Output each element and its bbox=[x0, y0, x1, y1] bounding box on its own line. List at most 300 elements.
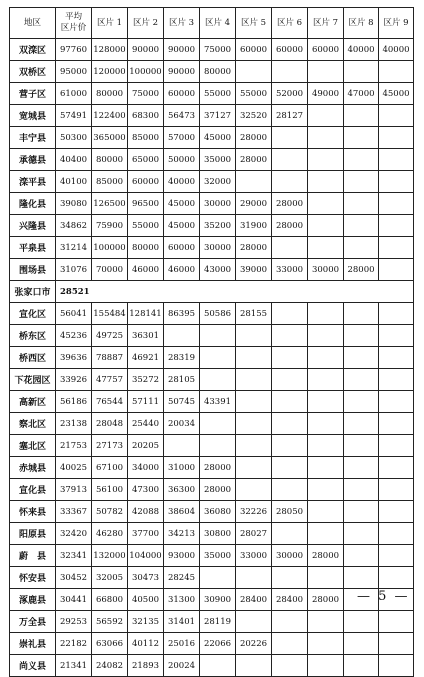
zone-price-cell bbox=[344, 501, 379, 523]
average-price-cell: 34862 bbox=[56, 215, 92, 237]
header-cell: 区片 6 bbox=[272, 8, 308, 39]
zone-price-cell: 28000 bbox=[308, 545, 344, 567]
table-row bbox=[10, 105, 414, 127]
zone-price-cell bbox=[308, 435, 344, 457]
zone-price-cell bbox=[344, 127, 379, 149]
zone-price-cell: 55000 bbox=[236, 83, 272, 105]
zone-price-cell bbox=[272, 413, 308, 435]
zone-price-cell bbox=[308, 215, 344, 237]
zone-price-cell bbox=[344, 171, 379, 193]
zone-price-cell: 85000 bbox=[128, 127, 164, 149]
zone-price-cell bbox=[379, 215, 414, 237]
average-price-cell: 30452 bbox=[56, 567, 92, 589]
table-row bbox=[10, 171, 414, 193]
district-name-cell: 双桥区 bbox=[10, 61, 56, 83]
zone-price-cell bbox=[308, 655, 344, 677]
table-row bbox=[10, 567, 414, 589]
zone-price-cell: 365000 bbox=[92, 127, 128, 149]
city-name-cell: 张家口市 bbox=[10, 281, 56, 303]
zone-price-cell: 76544 bbox=[92, 391, 128, 413]
zone-price-cell: 20024 bbox=[164, 655, 200, 677]
zone-price-cell: 28048 bbox=[92, 413, 128, 435]
zone-price-cell: 60000 bbox=[164, 237, 200, 259]
district-name-cell: 隆化县 bbox=[10, 193, 56, 215]
zone-price-cell: 90000 bbox=[128, 39, 164, 61]
district-name-cell: 宽城县 bbox=[10, 105, 56, 127]
average-price-cell: 39636 bbox=[56, 347, 92, 369]
zone-price-cell: 66800 bbox=[92, 589, 128, 611]
district-name-cell: 宣化县 bbox=[10, 479, 56, 501]
zone-price-cell: 31401 bbox=[164, 611, 200, 633]
zone-price-cell: 39000 bbox=[236, 259, 272, 281]
zone-price-cell: 33000 bbox=[236, 545, 272, 567]
header-cell: 区片 5 bbox=[236, 8, 272, 39]
table-row bbox=[10, 215, 414, 237]
zone-price-cell: 80000 bbox=[92, 149, 128, 171]
zone-price-cell: 120000 bbox=[92, 61, 128, 83]
table-row bbox=[10, 435, 414, 457]
zone-price-cell bbox=[379, 479, 414, 501]
zone-price-cell: 68300 bbox=[128, 105, 164, 127]
zone-price-cell bbox=[308, 457, 344, 479]
zone-price-cell bbox=[308, 325, 344, 347]
zone-price-cell: 56473 bbox=[164, 105, 200, 127]
zone-price-cell bbox=[344, 193, 379, 215]
average-price-cell: 50300 bbox=[56, 127, 92, 149]
header-cell: 区片 4 bbox=[200, 8, 236, 39]
table-city-row bbox=[10, 281, 414, 303]
zone-price-cell bbox=[344, 105, 379, 127]
zone-price-cell: 28000 bbox=[308, 589, 344, 611]
zone-price-cell: 47757 bbox=[92, 369, 128, 391]
page-number: — 5 — bbox=[357, 589, 410, 604]
zone-price-cell bbox=[236, 479, 272, 501]
zone-price-cell: 28000 bbox=[200, 479, 236, 501]
zone-price-cell: 60000 bbox=[272, 39, 308, 61]
table-row bbox=[10, 325, 414, 347]
average-price-cell: 37913 bbox=[56, 479, 92, 501]
zone-price-cell bbox=[272, 347, 308, 369]
district-name-cell: 宣化区 bbox=[10, 303, 56, 325]
zone-price-cell: 46280 bbox=[92, 523, 128, 545]
zone-price-cell bbox=[272, 325, 308, 347]
zone-price-cell: 45000 bbox=[164, 215, 200, 237]
header-cell bbox=[56, 8, 92, 39]
zone-price-cell bbox=[379, 413, 414, 435]
average-price-cell: 57491 bbox=[56, 105, 92, 127]
zone-price-cell: 30000 bbox=[200, 237, 236, 259]
zone-price-cell bbox=[272, 303, 308, 325]
zone-price-cell: 100000 bbox=[128, 61, 164, 83]
table-row bbox=[10, 303, 414, 325]
district-name-cell: 兴隆县 bbox=[10, 215, 56, 237]
table-row bbox=[10, 545, 414, 567]
district-name-cell: 涿鹿县 bbox=[10, 589, 56, 611]
zone-price-cell bbox=[236, 567, 272, 589]
zone-price-cell bbox=[308, 171, 344, 193]
average-price-cell: 56186 bbox=[56, 391, 92, 413]
average-price-cell: 40025 bbox=[56, 457, 92, 479]
zone-price-cell bbox=[236, 457, 272, 479]
zone-price-cell bbox=[379, 457, 414, 479]
zone-price-cell bbox=[164, 325, 200, 347]
zone-price-cell: 47300 bbox=[128, 479, 164, 501]
zone-price-cell bbox=[344, 303, 379, 325]
district-name-cell: 平泉县 bbox=[10, 237, 56, 259]
zone-price-cell: 60000 bbox=[164, 83, 200, 105]
zone-price-cell bbox=[344, 545, 379, 567]
average-price-cell: 97760 bbox=[56, 39, 92, 61]
zone-price-cell: 42088 bbox=[128, 501, 164, 523]
district-name-cell: 高新区 bbox=[10, 391, 56, 413]
zone-price-cell: 67100 bbox=[92, 457, 128, 479]
zone-price-cell: 155484 bbox=[92, 303, 128, 325]
district-name-cell: 怀来县 bbox=[10, 501, 56, 523]
zone-price-cell: 55000 bbox=[200, 83, 236, 105]
zone-price-cell bbox=[344, 633, 379, 655]
zone-price-cell bbox=[236, 655, 272, 677]
zone-price-cell bbox=[344, 369, 379, 391]
zone-price-cell: 31000 bbox=[164, 457, 200, 479]
zone-price-cell: 46000 bbox=[164, 259, 200, 281]
city-average-cell: 28521 bbox=[56, 281, 414, 303]
header-cell: 区片 1 bbox=[92, 8, 128, 39]
header-cell: 区片 3 bbox=[164, 8, 200, 39]
zone-price-cell bbox=[379, 171, 414, 193]
zone-price-cell bbox=[272, 567, 308, 589]
zone-price-cell: 28127 bbox=[272, 105, 308, 127]
zone-price-cell: 63066 bbox=[92, 633, 128, 655]
table-row bbox=[10, 391, 414, 413]
district-name-cell: 崇礼县 bbox=[10, 633, 56, 655]
district-name-cell: 怀安县 bbox=[10, 567, 56, 589]
zone-price-cell: 60000 bbox=[128, 171, 164, 193]
zone-price-cell bbox=[236, 391, 272, 413]
zone-price-cell bbox=[379, 391, 414, 413]
zone-price-cell bbox=[379, 61, 414, 83]
zone-price-cell: 32520 bbox=[236, 105, 272, 127]
zone-price-cell: 90000 bbox=[164, 39, 200, 61]
zone-price-cell: 28400 bbox=[272, 589, 308, 611]
zone-price-cell: 45000 bbox=[379, 83, 414, 105]
zone-price-cell bbox=[272, 655, 308, 677]
zone-price-cell bbox=[344, 435, 379, 457]
zone-price-cell: 34000 bbox=[128, 457, 164, 479]
zone-price-cell: 33000 bbox=[272, 259, 308, 281]
zone-price-cell bbox=[379, 237, 414, 259]
zone-price-cell: 28000 bbox=[272, 193, 308, 215]
zone-price-cell: 20226 bbox=[236, 633, 272, 655]
zone-price-cell: 128141 bbox=[128, 303, 164, 325]
zone-price-cell bbox=[272, 369, 308, 391]
district-name-cell: 桥西区 bbox=[10, 347, 56, 369]
zone-price-cell: 28000 bbox=[272, 215, 308, 237]
zone-price-cell bbox=[272, 523, 308, 545]
table-row bbox=[10, 369, 414, 391]
table-row bbox=[10, 193, 414, 215]
zone-price-cell: 85000 bbox=[92, 171, 128, 193]
header-cell: 区片 9 bbox=[379, 8, 414, 39]
zone-price-cell bbox=[308, 347, 344, 369]
zone-price-cell: 96500 bbox=[128, 193, 164, 215]
zone-price-cell bbox=[308, 523, 344, 545]
zone-price-cell bbox=[308, 479, 344, 501]
zone-price-cell: 49725 bbox=[92, 325, 128, 347]
zone-price-cell: 28000 bbox=[200, 457, 236, 479]
zone-price-cell: 46000 bbox=[128, 259, 164, 281]
zone-price-cell: 47000 bbox=[344, 83, 379, 105]
zone-price-cell bbox=[344, 237, 379, 259]
zone-price-cell: 45000 bbox=[164, 193, 200, 215]
zone-price-cell: 30473 bbox=[128, 567, 164, 589]
zone-price-cell: 28319 bbox=[164, 347, 200, 369]
average-price-cell: 40100 bbox=[56, 171, 92, 193]
zone-price-cell: 50745 bbox=[164, 391, 200, 413]
zone-price-cell: 24082 bbox=[92, 655, 128, 677]
zone-price-cell bbox=[272, 479, 308, 501]
zone-price-cell bbox=[236, 347, 272, 369]
table-row bbox=[10, 523, 414, 545]
zone-price-cell bbox=[308, 149, 344, 171]
zone-price-cell bbox=[379, 655, 414, 677]
average-price-cell: 32420 bbox=[56, 523, 92, 545]
zone-price-cell bbox=[272, 61, 308, 83]
zone-price-cell: 40500 bbox=[128, 589, 164, 611]
table-body bbox=[10, 39, 414, 677]
header-cell: 区片 2 bbox=[128, 8, 164, 39]
district-name-cell: 万全县 bbox=[10, 611, 56, 633]
zone-price-cell bbox=[272, 391, 308, 413]
table-row bbox=[10, 127, 414, 149]
zone-price-cell bbox=[379, 325, 414, 347]
zone-price-cell bbox=[344, 61, 379, 83]
zone-price-cell bbox=[379, 633, 414, 655]
district-name-cell: 蔚 县 bbox=[10, 545, 56, 567]
zone-price-cell: 57000 bbox=[164, 127, 200, 149]
zone-price-cell bbox=[344, 457, 379, 479]
zone-price-cell: 40000 bbox=[164, 171, 200, 193]
zone-price-cell bbox=[344, 325, 379, 347]
average-price-cell: 30441 bbox=[56, 589, 92, 611]
table-row bbox=[10, 457, 414, 479]
zone-price-cell: 75000 bbox=[128, 83, 164, 105]
average-price-cell: 23138 bbox=[56, 413, 92, 435]
header-avg-line: 平均 区片价 bbox=[60, 12, 87, 33]
zone-price-cell bbox=[308, 127, 344, 149]
zone-price-cell: 28155 bbox=[236, 303, 272, 325]
zone-price-cell bbox=[272, 435, 308, 457]
table-row bbox=[10, 589, 414, 611]
district-name-cell: 下花园区 bbox=[10, 369, 56, 391]
zone-price-cell bbox=[236, 369, 272, 391]
zone-price-cell bbox=[344, 655, 379, 677]
zone-price-cell: 49000 bbox=[308, 83, 344, 105]
zone-price-cell bbox=[344, 523, 379, 545]
zone-price-cell: 122400 bbox=[92, 105, 128, 127]
average-price-cell: 61000 bbox=[56, 83, 92, 105]
zone-price-cell: 36300 bbox=[164, 479, 200, 501]
zone-price-cell bbox=[164, 435, 200, 457]
zone-price-cell bbox=[344, 479, 379, 501]
table-row bbox=[10, 655, 414, 677]
zone-price-cell: 57111 bbox=[128, 391, 164, 413]
zone-price-cell: 90000 bbox=[164, 61, 200, 83]
zone-price-cell: 56592 bbox=[92, 611, 128, 633]
zone-price-cell bbox=[379, 369, 414, 391]
zone-price-cell bbox=[272, 633, 308, 655]
zone-price-cell: 35200 bbox=[200, 215, 236, 237]
zone-price-cell: 65000 bbox=[128, 149, 164, 171]
zone-price-cell: 104000 bbox=[128, 545, 164, 567]
zone-price-cell: 28400 bbox=[236, 589, 272, 611]
zone-price-cell: 45000 bbox=[200, 127, 236, 149]
zone-price-cell: 126500 bbox=[92, 193, 128, 215]
land-price-table bbox=[9, 7, 414, 677]
zone-price-cell bbox=[272, 149, 308, 171]
zone-price-cell bbox=[308, 501, 344, 523]
zone-price-cell bbox=[308, 369, 344, 391]
zone-price-cell: 40000 bbox=[344, 39, 379, 61]
zone-price-cell bbox=[236, 435, 272, 457]
zone-price-cell bbox=[344, 149, 379, 171]
table-row bbox=[10, 149, 414, 171]
district-name-cell: 营子区 bbox=[10, 83, 56, 105]
zone-price-cell: 60000 bbox=[308, 39, 344, 61]
zone-price-cell: 28000 bbox=[236, 149, 272, 171]
zone-price-cell: 55000 bbox=[128, 215, 164, 237]
zone-price-cell: 30900 bbox=[200, 589, 236, 611]
zone-price-cell bbox=[272, 237, 308, 259]
table-row bbox=[10, 61, 414, 83]
table-row bbox=[10, 39, 414, 61]
zone-price-cell: 40000 bbox=[379, 39, 414, 61]
zone-price-cell: 78887 bbox=[92, 347, 128, 369]
zone-price-cell: 28000 bbox=[344, 259, 379, 281]
zone-price-cell: 80000 bbox=[200, 61, 236, 83]
zone-price-cell: 36080 bbox=[200, 501, 236, 523]
zone-price-cell: 32226 bbox=[236, 501, 272, 523]
zone-price-cell bbox=[200, 347, 236, 369]
zone-price-cell: 28000 bbox=[236, 237, 272, 259]
zone-price-cell bbox=[236, 61, 272, 83]
district-name-cell: 桥东区 bbox=[10, 325, 56, 347]
average-price-cell: 33367 bbox=[56, 501, 92, 523]
zone-price-cell bbox=[236, 325, 272, 347]
zone-price-cell: 28000 bbox=[236, 127, 272, 149]
zone-price-cell: 28050 bbox=[272, 501, 308, 523]
zone-price-cell: 31300 bbox=[164, 589, 200, 611]
zone-price-cell bbox=[379, 193, 414, 215]
district-name-cell: 阳原县 bbox=[10, 523, 56, 545]
zone-price-cell: 46921 bbox=[128, 347, 164, 369]
zone-price-cell: 30000 bbox=[272, 545, 308, 567]
zone-price-cell: 50000 bbox=[164, 149, 200, 171]
zone-price-cell bbox=[308, 105, 344, 127]
zone-price-cell bbox=[200, 369, 236, 391]
zone-price-cell bbox=[236, 413, 272, 435]
zone-price-cell: 75000 bbox=[200, 39, 236, 61]
table-row bbox=[10, 347, 414, 369]
average-price-cell: 31214 bbox=[56, 237, 92, 259]
header-cell: 区片 8 bbox=[344, 8, 379, 39]
zone-price-cell: 100000 bbox=[92, 237, 128, 259]
zone-price-cell: 80000 bbox=[128, 237, 164, 259]
zone-price-cell bbox=[379, 105, 414, 127]
zone-price-cell: 80000 bbox=[92, 83, 128, 105]
district-name-cell: 察北区 bbox=[10, 413, 56, 435]
zone-price-cell: 30800 bbox=[200, 523, 236, 545]
district-name-cell: 双滦区 bbox=[10, 39, 56, 61]
zone-price-cell: 70000 bbox=[92, 259, 128, 281]
district-name-cell: 承德县 bbox=[10, 149, 56, 171]
zone-price-cell: 28027 bbox=[236, 523, 272, 545]
zone-price-cell: 20034 bbox=[164, 413, 200, 435]
average-price-cell: 33926 bbox=[56, 369, 92, 391]
zone-price-cell bbox=[344, 347, 379, 369]
zone-price-cell bbox=[200, 435, 236, 457]
table-row bbox=[10, 633, 414, 655]
district-name-cell: 围场县 bbox=[10, 259, 56, 281]
zone-price-cell: 35000 bbox=[200, 149, 236, 171]
zone-price-cell bbox=[308, 633, 344, 655]
district-name-cell: 赤城县 bbox=[10, 457, 56, 479]
average-price-cell: 39080 bbox=[56, 193, 92, 215]
header-cell: 地区 bbox=[10, 8, 56, 39]
zone-price-cell: 21893 bbox=[128, 655, 164, 677]
zone-price-cell bbox=[308, 303, 344, 325]
average-price-cell: 32341 bbox=[56, 545, 92, 567]
average-price-cell: 45236 bbox=[56, 325, 92, 347]
zone-price-cell: 25016 bbox=[164, 633, 200, 655]
zone-price-cell: 32000 bbox=[200, 171, 236, 193]
table-header-row bbox=[10, 8, 414, 39]
zone-price-cell: 52000 bbox=[272, 83, 308, 105]
zone-price-cell bbox=[344, 413, 379, 435]
zone-price-cell: 32005 bbox=[92, 567, 128, 589]
zone-price-cell: 28119 bbox=[200, 611, 236, 633]
zone-price-cell bbox=[308, 391, 344, 413]
zone-price-cell: 31900 bbox=[236, 215, 272, 237]
zone-price-cell bbox=[379, 303, 414, 325]
zone-price-cell bbox=[200, 325, 236, 347]
zone-price-cell: 30000 bbox=[200, 193, 236, 215]
zone-price-cell: 128000 bbox=[92, 39, 128, 61]
zone-price-cell: 40112 bbox=[128, 633, 164, 655]
header-cell: 区片 7 bbox=[308, 8, 344, 39]
zone-price-cell bbox=[379, 545, 414, 567]
zone-price-cell: 36301 bbox=[128, 325, 164, 347]
zone-price-cell bbox=[272, 171, 308, 193]
zone-price-cell: 25440 bbox=[128, 413, 164, 435]
average-price-cell: 21341 bbox=[56, 655, 92, 677]
zone-price-cell: 29000 bbox=[236, 193, 272, 215]
zone-price-cell: 30000 bbox=[308, 259, 344, 281]
table-row bbox=[10, 413, 414, 435]
zone-price-cell bbox=[308, 193, 344, 215]
average-price-cell: 31076 bbox=[56, 259, 92, 281]
average-price-cell: 95000 bbox=[56, 61, 92, 83]
zone-price-cell bbox=[379, 523, 414, 545]
zone-price-cell bbox=[308, 61, 344, 83]
zone-price-cell: 27173 bbox=[92, 435, 128, 457]
zone-price-cell: 50782 bbox=[92, 501, 128, 523]
zone-price-cell: 32135 bbox=[128, 611, 164, 633]
table-row bbox=[10, 259, 414, 281]
table-row bbox=[10, 237, 414, 259]
district-name-cell: 塞北区 bbox=[10, 435, 56, 457]
average-price-cell: 29253 bbox=[56, 611, 92, 633]
average-price-cell: 56041 bbox=[56, 303, 92, 325]
